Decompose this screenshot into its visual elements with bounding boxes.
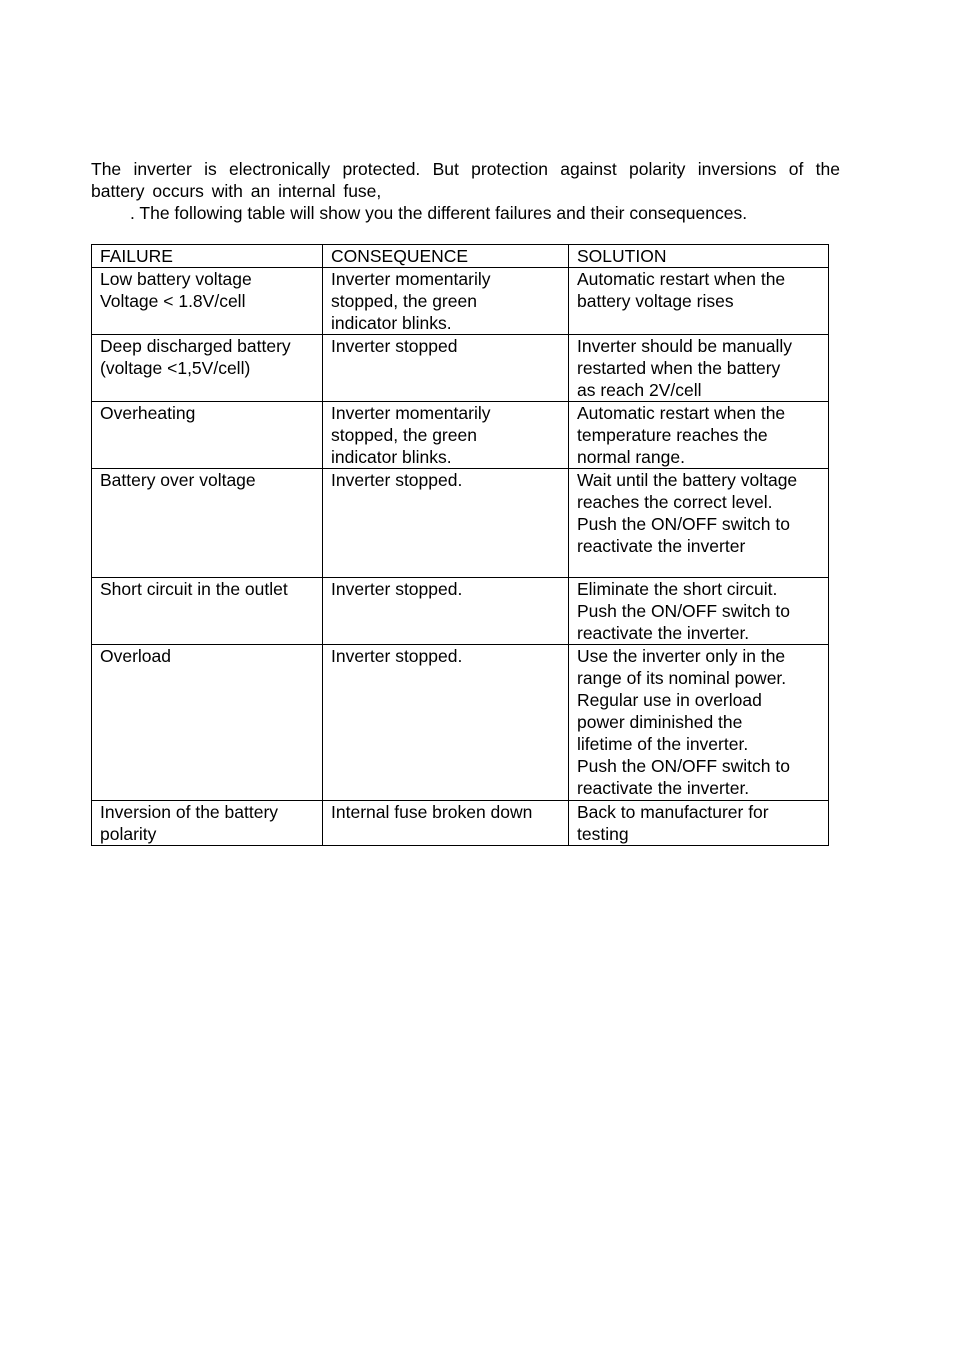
solution-cell: Eliminate the short circuit. Push the ON/OFF switch to reactivate the inverter. (569, 578, 829, 645)
solution-cell: Use the inverter only in the range of its nominal power. Regular use in overload power diminished the lifetime of the inverter. Push the ON/OFF switch to reactivate the inverter. (569, 645, 829, 801)
table-row (92, 578, 829, 645)
failure-cell: Short circuit in the outlet (92, 578, 323, 645)
consequence-cell: Inverter momentarily stopped, the green indicator blinks. (323, 268, 569, 335)
solution-cell: Inverter should be manually restarted when the battery as reach 2V/cell (569, 335, 829, 402)
header-solution: SOLUTION (569, 245, 829, 268)
table-row (92, 801, 829, 846)
solution-cell: Automatic restart when the temperature reaches the normal range. (569, 402, 829, 469)
failure-cell: Deep discharged battery (voltage <1,5V/cell) (92, 335, 323, 402)
table-row (92, 645, 829, 801)
consequence-cell: Inverter stopped (323, 335, 569, 402)
consequence-cell: Inverter momentarily stopped, the green indicator blinks. (323, 402, 569, 469)
solution-cell: Automatic restart when the battery voltage rises (569, 268, 829, 335)
intro-line-2: battery occurs with an internal fuse, (91, 181, 382, 201)
failure-cell: Battery over voltage (92, 469, 323, 578)
header-failure: FAILURE (92, 245, 323, 268)
failure-cell: Inversion of the battery polarity (92, 801, 323, 846)
failure-table (91, 244, 829, 846)
consequence-cell: Inverter stopped. (323, 578, 569, 645)
table-header-row (92, 245, 829, 268)
solution-cell: Wait until the battery voltage reaches the correct level. Push the ON/OFF switch to reactivate the inverter (569, 469, 829, 578)
consequence-cell: Inverter stopped. (323, 645, 569, 801)
table-row (92, 268, 829, 335)
table-row (92, 469, 829, 578)
consequence-cell: Internal fuse broken down (323, 801, 569, 846)
header-consequence: CONSEQUENCE (323, 245, 569, 268)
solution-cell: Back to manufacturer for testing (569, 801, 829, 846)
table-row (92, 402, 829, 469)
failure-cell: Overload (92, 645, 323, 801)
intro-paragraph (91, 158, 840, 224)
table-row (92, 335, 829, 402)
failure-cell: Low battery voltage Voltage < 1.8V/cell (92, 268, 323, 335)
intro-line-1: The inverter is electronically protected. But protection against polarity inversions of the (91, 159, 840, 179)
failure-cell: Overheating (92, 402, 323, 469)
intro-line-3: . The following table will show you the different failures and their consequences. (130, 203, 748, 223)
consequence-cell: Inverter stopped. (323, 469, 569, 578)
